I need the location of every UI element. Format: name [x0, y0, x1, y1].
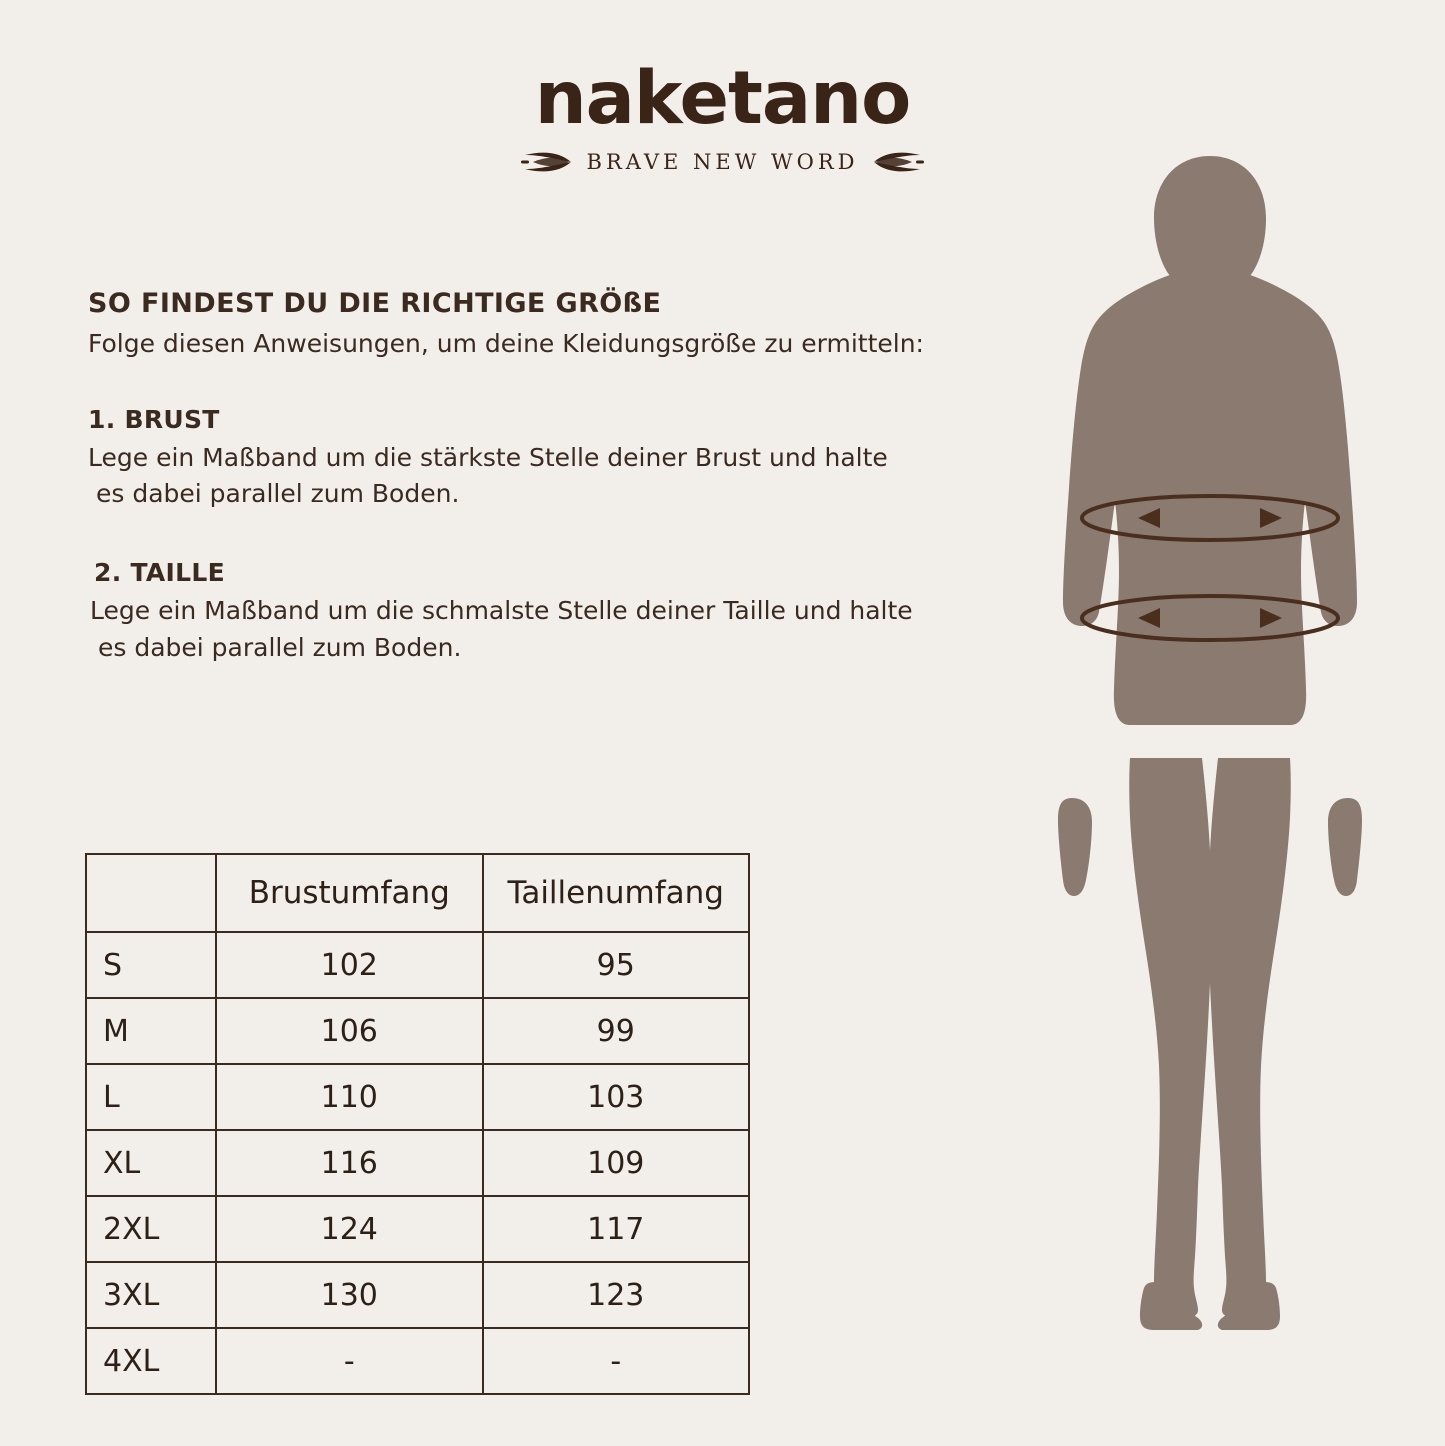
- male-silhouette-icon: [1010, 150, 1410, 1330]
- table-header-chest: Brustumfang: [216, 854, 483, 932]
- cell-size: M: [86, 998, 216, 1064]
- instructions-lead: Folge diesen Anweisungen, um deine Kleidungsgröße zu ermitteln:: [88, 329, 924, 358]
- step-waist-line-1: Lege ein Maßband um die schmalste Stelle deiner Taille und halte: [90, 596, 913, 626]
- step-waist-body: [88, 593, 968, 666]
- cell-waist: 123: [483, 1262, 750, 1328]
- table-row: [86, 1064, 749, 1130]
- step-chest-line-2: es dabei parallel zum Boden.: [96, 479, 460, 508]
- table-header-size: [86, 854, 216, 932]
- cell-chest: 116: [216, 1130, 483, 1196]
- cell-size: 3XL: [86, 1262, 216, 1328]
- cell-waist: 117: [483, 1196, 750, 1262]
- cell-waist: 95: [483, 932, 750, 998]
- cell-size: L: [86, 1064, 216, 1130]
- table-row: [86, 932, 749, 998]
- cell-size: XL: [86, 1130, 216, 1196]
- step-chest: [88, 405, 968, 513]
- wing-ornament-icon: [521, 149, 573, 175]
- step-waist-title: 2. TAILLE: [94, 558, 225, 588]
- size-table: [85, 853, 750, 1395]
- cell-waist: 99: [483, 998, 750, 1064]
- cell-chest: 106: [216, 998, 483, 1064]
- step-waist: [88, 558, 968, 666]
- table-row: [86, 1130, 749, 1196]
- table-row: [86, 1328, 749, 1394]
- cell-size: S: [86, 932, 216, 998]
- brand-name: naketano: [534, 56, 911, 141]
- cell-waist: 109: [483, 1130, 750, 1196]
- step-chest-line-1: Lege ein Maßband um die stärkste Stelle deiner Brust und halte: [88, 442, 888, 472]
- step-waist-line-2: es dabei parallel zum Boden.: [98, 632, 462, 662]
- wing-ornament-icon: [872, 149, 924, 175]
- table-header-row: [86, 854, 749, 932]
- body-figure: [1010, 150, 1410, 1330]
- table-row: [86, 1262, 749, 1328]
- cell-chest: 102: [216, 932, 483, 998]
- page-title: SO FINDEST DU DIE RICHTIGE GRÖßE: [88, 288, 662, 319]
- table-header-waist: Taillenumfang: [483, 854, 750, 932]
- step-chest-body: [88, 440, 968, 513]
- cell-chest: 130: [216, 1262, 483, 1328]
- cell-chest: -: [216, 1328, 483, 1394]
- table-row: [86, 998, 749, 1064]
- cell-size: 2XL: [86, 1196, 216, 1262]
- cell-waist: -: [483, 1328, 750, 1394]
- cell-chest: 124: [216, 1196, 483, 1262]
- cell-chest: 110: [216, 1064, 483, 1130]
- table-row: [86, 1196, 749, 1262]
- brand-tagline: BRAVE NEW WORD: [586, 150, 859, 174]
- cell-waist: 103: [483, 1064, 750, 1130]
- cell-size: 4XL: [86, 1328, 216, 1394]
- step-chest-title: 1. BRUST: [88, 404, 220, 434]
- instructions-block: [88, 288, 968, 712]
